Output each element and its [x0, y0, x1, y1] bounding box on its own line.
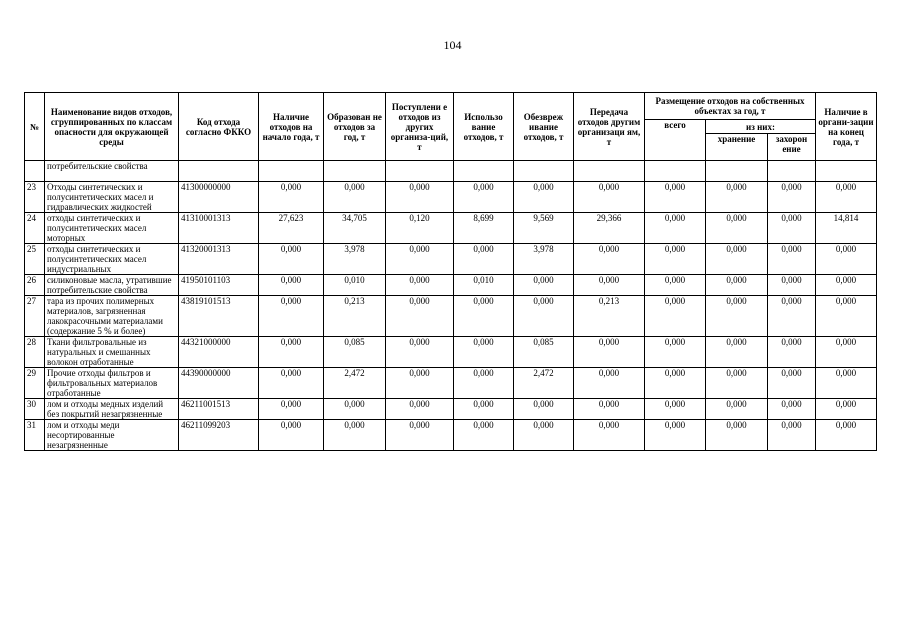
value-cell: 0,000 [645, 368, 706, 399]
header-no: № [25, 93, 45, 161]
value-cell: 0,000 [324, 399, 386, 420]
header-used: Использо вание отходов, т [454, 93, 514, 161]
value-cell: 0,000 [454, 337, 514, 368]
header-of-which: из них: [706, 120, 816, 134]
value-cell: 0,000 [816, 244, 877, 275]
value-cell: 0,000 [768, 296, 816, 337]
value-cell: 0,000 [514, 296, 574, 337]
row-number: 27 [25, 296, 45, 337]
value-cell: 0,000 [514, 182, 574, 213]
value-cell: 0,010 [324, 275, 386, 296]
waste-name: лом и отходы медных изделий без покрытий незагрязненные [45, 399, 179, 420]
waste-name: Ткани фильтровальные из натуральных и смешанных волокон отработанные [45, 337, 179, 368]
value-cell: 0,000 [386, 182, 454, 213]
waste-name: Прочие отходы фильтров и фильтровальных материалов отработанные [45, 368, 179, 399]
header-neutralized: Обезвреж ивание отходов, т [514, 93, 574, 161]
value-cell: 0,000 [816, 275, 877, 296]
value-cell: 0,010 [454, 275, 514, 296]
value-cell: 0,000 [574, 420, 645, 451]
value-cell: 0,085 [514, 337, 574, 368]
value-cell: 0,000 [574, 244, 645, 275]
value-cell: 8,699 [454, 213, 514, 244]
value-cell: 0,085 [324, 337, 386, 368]
table-row [25, 368, 877, 399]
row-number: 23 [25, 182, 45, 213]
value-cell: 0,000 [259, 368, 324, 399]
value-cell: 0,000 [574, 368, 645, 399]
value-cell: 0,000 [645, 275, 706, 296]
value-cell: 0,000 [259, 275, 324, 296]
waste-name: Отходы синтетических и полусинтетических масел и гидравлических жидкостей [45, 182, 179, 213]
header-name: Наименование видов отходов, сгруппированных по классам опасности для окружающей среды [45, 93, 179, 161]
row-number: 24 [25, 213, 45, 244]
value-cell: 27,623 [259, 213, 324, 244]
fkko-code: 44321000000 [179, 337, 259, 368]
value-cell: 0,000 [386, 420, 454, 451]
value-cell: 0,000 [386, 244, 454, 275]
value-cell: 0,000 [706, 420, 768, 451]
value-cell: 0,000 [645, 337, 706, 368]
waste-name: отходы синтетических и полусинтетических масел индустриальных [45, 244, 179, 275]
table-row [25, 244, 877, 275]
header-total: всего [645, 120, 706, 161]
value-cell: 0,000 [706, 275, 768, 296]
value-cell: 0,000 [454, 420, 514, 451]
value-cell: 0,000 [768, 420, 816, 451]
value-cell: 0,000 [816, 296, 877, 337]
value-cell: 0,000 [768, 244, 816, 275]
row-number: 29 [25, 368, 45, 399]
value-cell: 0,000 [706, 213, 768, 244]
value-cell: 0,000 [514, 420, 574, 451]
value-cell: 0,120 [386, 213, 454, 244]
value-cell: 0,000 [768, 337, 816, 368]
fkko-code: 41320001313 [179, 244, 259, 275]
value-cell: 2,472 [514, 368, 574, 399]
value-cell: 0,000 [645, 244, 706, 275]
header-code: Код отхода согласно ФККО [179, 93, 259, 161]
row-number: 31 [25, 420, 45, 451]
value-cell: 0,000 [259, 420, 324, 451]
header-storage: хранение [706, 134, 768, 161]
value-cell: 0,000 [645, 420, 706, 451]
table-row [25, 296, 877, 337]
fkko-code: 46211001513 [179, 399, 259, 420]
value-cell: 0,000 [574, 337, 645, 368]
row-number: 26 [25, 275, 45, 296]
row-number: 25 [25, 244, 45, 275]
fkko-code: 41310001313 [179, 213, 259, 244]
value-cell: 0,000 [386, 399, 454, 420]
table-row [25, 420, 877, 451]
value-cell: 0,000 [768, 399, 816, 420]
continuation-row [25, 161, 877, 182]
value-cell: 34,705 [324, 213, 386, 244]
waste-name: отходы синтетических и полусинтетических масел моторных [45, 213, 179, 244]
value-cell: 14,814 [816, 213, 877, 244]
value-cell: 2,472 [324, 368, 386, 399]
value-cell: 0,000 [574, 182, 645, 213]
value-cell: 0,000 [454, 182, 514, 213]
fkko-code: 41300000000 [179, 182, 259, 213]
table-row [25, 213, 877, 244]
value-cell: 0,000 [574, 275, 645, 296]
value-cell: 0,000 [259, 244, 324, 275]
value-cell: 0,000 [454, 244, 514, 275]
value-cell: 0,000 [816, 368, 877, 399]
value-cell: 0,000 [259, 337, 324, 368]
value-cell: 0,000 [454, 368, 514, 399]
value-cell: 0,000 [816, 182, 877, 213]
value-cell: 0,213 [324, 296, 386, 337]
value-cell: 0,000 [514, 275, 574, 296]
value-cell: 0,000 [706, 399, 768, 420]
continuation-text: потребительские свойства [45, 161, 179, 182]
value-cell: 29,366 [574, 213, 645, 244]
header-received: Поступлени е отходов из других организа-ций, т [386, 93, 454, 161]
waste-name: лом и отходы меди несортированные незагрязненные [45, 420, 179, 451]
value-cell: 0,000 [645, 182, 706, 213]
header-end: Наличие в органи-зации на конец года, т [816, 93, 877, 161]
waste-name: тара из прочих полимерных материалов, загрязненная лакокрасочными материалами (содержание 5 % и более) [45, 296, 179, 337]
value-cell: 0,000 [816, 337, 877, 368]
table-row [25, 337, 877, 368]
value-cell: 0,000 [259, 399, 324, 420]
value-cell: 0,213 [574, 296, 645, 337]
value-cell: 0,000 [706, 244, 768, 275]
header-transferred: Передача отходов другим организаци ям, т [574, 93, 645, 161]
value-cell: 0,000 [386, 296, 454, 337]
value-cell: 0,000 [386, 275, 454, 296]
value-cell: 9,569 [514, 213, 574, 244]
value-cell: 0,000 [645, 296, 706, 337]
table-row [25, 182, 877, 213]
value-cell: 0,000 [768, 368, 816, 399]
table-row [25, 399, 877, 420]
value-cell: 0,000 [324, 182, 386, 213]
header-start: Наличие отходов на начало года, т [259, 93, 324, 161]
value-cell: 0,000 [706, 368, 768, 399]
value-cell: 0,000 [645, 213, 706, 244]
value-cell: 0,000 [816, 420, 877, 451]
header-placement: Размещение отходов на собственных объектах за год, т [645, 93, 816, 120]
table-row [25, 275, 877, 296]
value-cell: 0,000 [259, 182, 324, 213]
value-cell: 3,978 [324, 244, 386, 275]
value-cell: 0,000 [574, 399, 645, 420]
waste-table [24, 92, 877, 451]
fkko-code: 46211099203 [179, 420, 259, 451]
row-number: 28 [25, 337, 45, 368]
value-cell: 0,000 [454, 399, 514, 420]
value-cell: 0,000 [386, 337, 454, 368]
fkko-code: 44390000000 [179, 368, 259, 399]
header-formed: Образован не отходов за год, т [324, 93, 386, 161]
value-cell: 0,000 [386, 368, 454, 399]
value-cell: 0,000 [816, 399, 877, 420]
fkko-code: 41950101103 [179, 275, 259, 296]
value-cell: 0,000 [514, 399, 574, 420]
value-cell: 0,000 [768, 275, 816, 296]
value-cell: 0,000 [768, 182, 816, 213]
value-cell: 3,978 [514, 244, 574, 275]
value-cell: 0,000 [645, 399, 706, 420]
fkko-code: 43819101513 [179, 296, 259, 337]
header-burial: захорон ение [768, 134, 816, 161]
value-cell: 0,000 [706, 296, 768, 337]
value-cell: 0,000 [454, 296, 514, 337]
value-cell: 0,000 [706, 182, 768, 213]
row-number: 30 [25, 399, 45, 420]
value-cell: 0,000 [259, 296, 324, 337]
page-number: 104 [443, 38, 462, 52]
waste-name: силиконовые масла, утратившие потребительские свойства [45, 275, 179, 296]
value-cell: 0,000 [768, 213, 816, 244]
value-cell: 0,000 [324, 420, 386, 451]
value-cell: 0,000 [706, 337, 768, 368]
